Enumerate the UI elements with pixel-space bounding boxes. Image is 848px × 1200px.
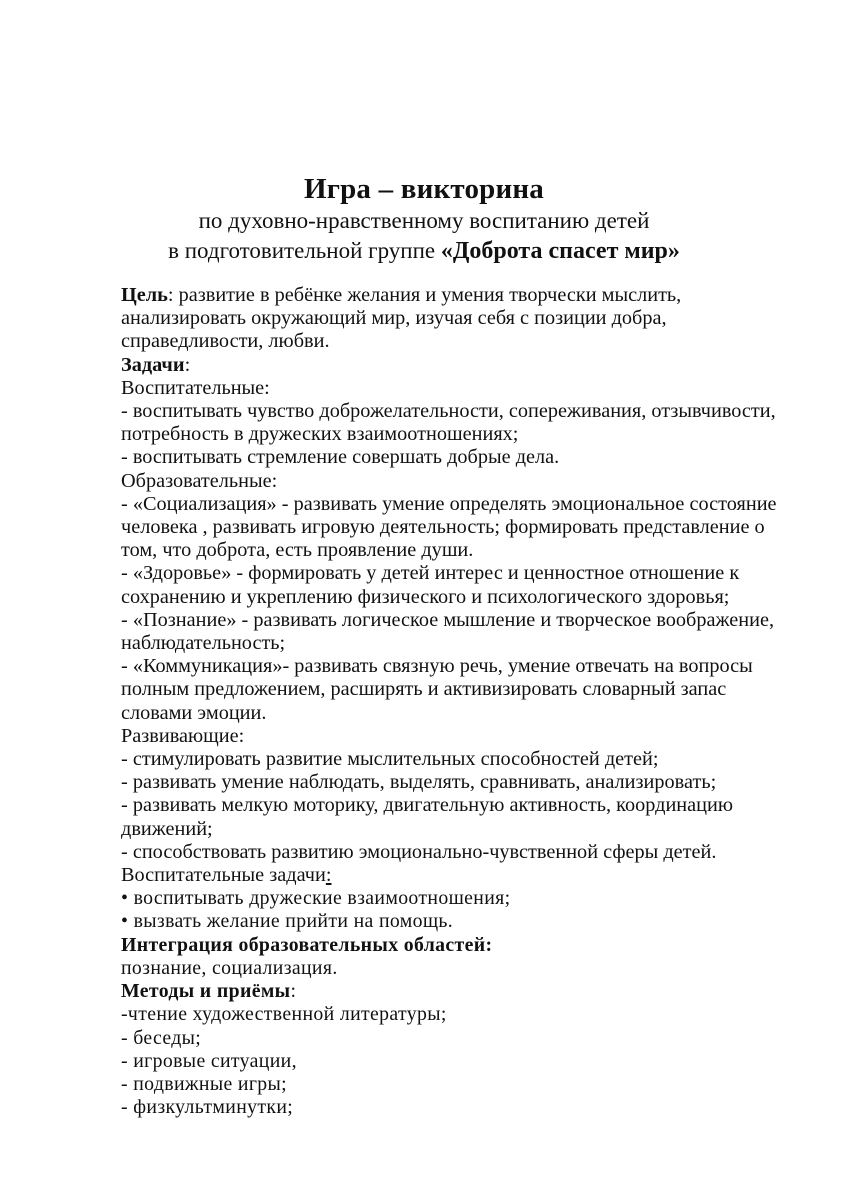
methods-separator: : — [290, 980, 297, 1003]
upbringing-tasks-heading — [121, 864, 811, 887]
upbringing-line: - воспитывать стремление совершать добрые дела. — [121, 446, 560, 469]
upbringing-task-bullet: • вызвать желание прийти на помощь. — [121, 910, 454, 933]
educational-line: наблюдательность; — [121, 632, 286, 655]
document-subtitle-line-1: по духовно-нравственному воспитанию детей — [198, 208, 650, 233]
document-body — [121, 284, 811, 1119]
educational-line: словами эмоции. — [121, 701, 267, 724]
title-block — [0, 172, 848, 266]
method-item: - физкультминутки; — [121, 1096, 294, 1119]
educational-line: сохранению и укреплению физического и психологического здоровья; — [121, 585, 730, 608]
methods-label: Методы и приёмы — [121, 980, 291, 1003]
integration-text: познание, социализация. — [121, 956, 338, 979]
method-item: - беседы; — [121, 1026, 202, 1049]
document-title: Игра – викторина — [303, 173, 545, 205]
educational-heading: Образовательные: — [121, 469, 278, 492]
document-subtitle-line-2 — [0, 236, 848, 266]
tasks-heading — [121, 354, 811, 377]
method-item: - игровые ситуации, — [121, 1049, 297, 1072]
educational-line: - «Коммуникация»- развивать связную речь, умение отвечать на вопросы — [121, 655, 753, 678]
educational-line: - «Социализация» - развивать умение определять эмоциональное состояние — [121, 492, 777, 515]
developing-line: - развивать мелкую моторику, двигательную активность, координацию — [121, 794, 734, 817]
integration-heading: Интеграция образовательных областей: — [121, 933, 493, 956]
methods-heading — [121, 980, 811, 1003]
developing-line: - стимулировать развитие мыслительных способностей детей; — [121, 748, 659, 771]
upbringing-heading: Воспитательные: — [121, 376, 270, 399]
upbringing-tasks-heading-colon: : — [325, 864, 332, 887]
tasks-separator: : — [184, 353, 191, 376]
developing-heading: Развивающие: — [121, 724, 245, 747]
method-item: - подвижные игры; — [121, 1072, 288, 1095]
educational-line: полным предложением, расширять и активизировать словарный запас — [121, 678, 727, 701]
developing-line: - развивать умение наблюдать, выделять, сравнивать, анализировать; — [121, 771, 717, 794]
educational-line: - «Познание» - развивать логическое мышление и творческое воображение, — [121, 608, 775, 631]
method-item: -чтение художественной литературы; — [121, 1003, 447, 1026]
educational-line: том, что доброта, есть проявление души. — [121, 539, 474, 562]
tasks-label: Задачи — [121, 353, 185, 376]
quiz-name: «Доброта спасет мир» — [440, 238, 680, 264]
goal-text: развитие в ребёнке желания и умения творчески мыслить, — [173, 284, 682, 306]
upbringing-line: потребность в дружеских взаимоотношениях; — [121, 423, 519, 446]
upbringing-line: - воспитывать чувство доброжелательности, сопереживания, отзывчивости, — [121, 400, 776, 423]
goal-line-2: анализировать окружающий мир, изучая себя с позиции добра, — [121, 307, 667, 330]
upbringing-task-bullet: • воспитывать дружеские взаимоотношения; — [121, 887, 511, 910]
goal-line-1 — [121, 284, 811, 307]
subtitle-prefix: в подготовительной группе — [168, 238, 441, 263]
goal-label: Цель — [121, 284, 168, 306]
goal-separator: : — [167, 284, 174, 306]
educational-line: человека , развивать игровую деятельность; формировать представление о — [121, 516, 765, 539]
developing-line: - способствовать развитию эмоционально-чувственной сферы детей. — [121, 840, 717, 863]
goal-line-3: справедливости, любви. — [121, 330, 330, 353]
educational-line: - «Здоровье» - формировать у детей интерес и ценностное отношение к — [121, 562, 740, 585]
upbringing-tasks-heading-text: Воспитательные задачи — [121, 864, 326, 887]
developing-line: движений; — [121, 817, 213, 840]
